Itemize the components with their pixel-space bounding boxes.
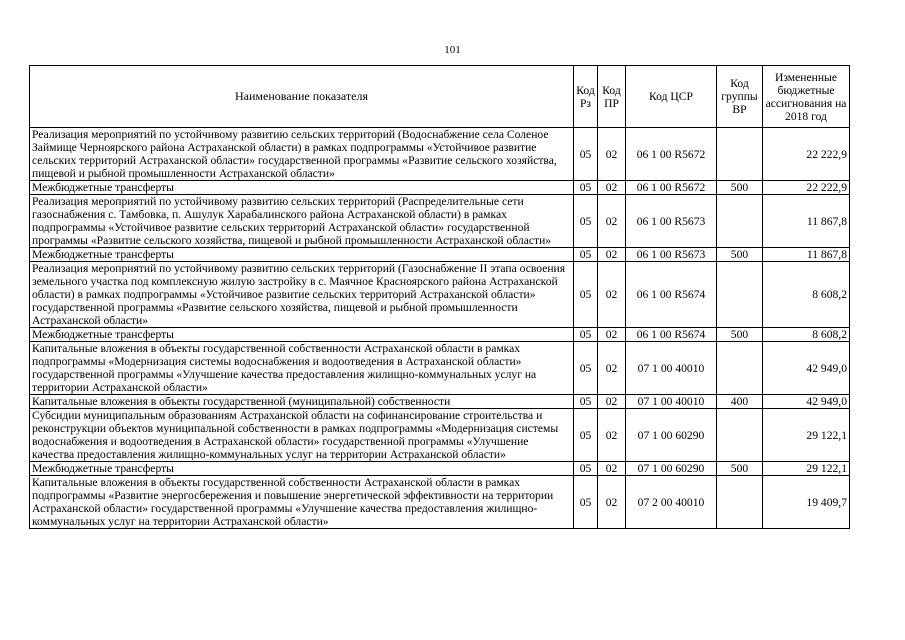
cell-vr xyxy=(717,476,763,529)
cell-amount: 42 949,0 xyxy=(763,395,850,409)
table-row-transfer xyxy=(30,328,850,342)
header-rz: Код Рз xyxy=(574,66,598,128)
table-row-transfer xyxy=(30,462,850,476)
cell-amount: 42 949,0 xyxy=(763,342,850,395)
cell-csr: 06 1 00 R5673 xyxy=(626,195,717,248)
cell-pr: 02 xyxy=(598,328,626,342)
cell-vr xyxy=(717,342,763,395)
table-row-transfer xyxy=(30,395,850,409)
header-csr: Код ЦСР xyxy=(626,66,717,128)
cell-pr: 02 xyxy=(598,395,626,409)
header-name: Наименование показателя xyxy=(30,66,574,128)
cell-pr: 02 xyxy=(598,462,626,476)
cell-name: Межбюджетные трансферты xyxy=(30,328,574,342)
cell-csr: 06 1 00 R5674 xyxy=(626,328,717,342)
cell-name: Межбюджетные трансферты xyxy=(30,181,574,195)
cell-csr: 07 1 00 60290 xyxy=(626,409,717,462)
cell-csr: 06 1 00 R5672 xyxy=(626,128,717,181)
cell-rz: 05 xyxy=(574,395,598,409)
cell-pr: 02 xyxy=(598,195,626,248)
cell-name: Межбюджетные трансферты xyxy=(30,248,574,262)
cell-name: Капитальные вложения в объекты государственной (муниципальной) собственности xyxy=(30,395,574,409)
budget-table xyxy=(29,65,850,529)
cell-amount: 11 867,8 xyxy=(763,248,850,262)
cell-pr: 02 xyxy=(598,262,626,328)
cell-rz: 05 xyxy=(574,409,598,462)
cell-vr: 500 xyxy=(717,328,763,342)
cell-amount: 19 409,7 xyxy=(763,476,850,529)
cell-csr: 07 1 00 40010 xyxy=(626,395,717,409)
table-row-program xyxy=(30,476,850,529)
table-row-transfer xyxy=(30,181,850,195)
cell-csr: 06 1 00 R5674 xyxy=(626,262,717,328)
cell-name: Реализация мероприятий по устойчивому развитию сельских территорий (Газоснабжение II этапа освоения земельного участка под комплексную жилую застройку в с. Маячное Красноярского района Астраханской области) в рамках подпрограммы «Устойчивое развитие сельских территорий Астраханской области» государственной программы «Развитие сельского хозяйства, пищевой и рыбной промышленности Астраханской области» xyxy=(30,262,574,328)
cell-pr: 02 xyxy=(598,342,626,395)
cell-amount: 29 122,1 xyxy=(763,409,850,462)
cell-name: Реализация мероприятий по устойчивому развитию сельских территорий (Распределительные сети газоснабжения с. Тамбовка, п. Ашулук Харабалинского района Астраханской области) в рамках подпрограммы «Устойчивое развитие сельских территорий Астраханской области» государственной программы «Развитие сельского хозяйства, пищевой и рыбной промышленности Астраханской области» xyxy=(30,195,574,248)
table-row-program xyxy=(30,128,850,181)
cell-rz: 05 xyxy=(574,181,598,195)
cell-rz: 05 xyxy=(574,476,598,529)
cell-pr: 02 xyxy=(598,409,626,462)
header-amount: Измененные бюджетные ассигнования на 2018 год xyxy=(763,66,850,128)
table-header-row xyxy=(30,66,850,128)
cell-rz: 05 xyxy=(574,195,598,248)
table-row-program xyxy=(30,262,850,328)
cell-rz: 05 xyxy=(574,128,598,181)
cell-name: Межбюджетные трансферты xyxy=(30,462,574,476)
cell-amount: 29 122,1 xyxy=(763,462,850,476)
cell-vr: 500 xyxy=(717,181,763,195)
cell-amount: 8 608,2 xyxy=(763,328,850,342)
cell-vr: 400 xyxy=(717,395,763,409)
cell-amount: 8 608,2 xyxy=(763,262,850,328)
cell-vr: 500 xyxy=(717,248,763,262)
cell-amount: 22 222,9 xyxy=(763,181,850,195)
table-row-program xyxy=(30,195,850,248)
cell-rz: 05 xyxy=(574,262,598,328)
cell-pr: 02 xyxy=(598,181,626,195)
cell-rz: 05 xyxy=(574,328,598,342)
cell-amount: 22 222,9 xyxy=(763,128,850,181)
cell-pr: 02 xyxy=(598,128,626,181)
cell-rz: 05 xyxy=(574,462,598,476)
cell-amount: 11 867,8 xyxy=(763,195,850,248)
cell-rz: 05 xyxy=(574,342,598,395)
cell-vr xyxy=(717,195,763,248)
cell-csr: 07 1 00 40010 xyxy=(626,342,717,395)
cell-name: Капитальные вложения в объекты государственной собственности Астраханской области в рамках подпрограммы «Развитие энергосбережения и повышение энергетической эффективности на территории Астраханской области» государственной программы «Улучшение качества предоставления жилищно-коммунальных услуг на территории Астраханской области» xyxy=(30,476,574,529)
cell-name: Субсидии муниципальным образованиям Астраханской области на софинансирование строительства и реконструкции объектов муниципальной собственности в рамках подпрограммы «Модернизация системы водоснабжения и водоотведения в Астраханской области» государственной программы «Улучшение качества предоставления жилищно-коммунальных услуг на территории Астраханской области» xyxy=(30,409,574,462)
page-number: 101 xyxy=(444,44,461,56)
cell-rz: 05 xyxy=(574,248,598,262)
table-row-program xyxy=(30,409,850,462)
cell-name: Реализация мероприятий по устойчивому развитию сельских территорий (Водоснабжение села Соленое Займище Черноярского района Астраханской области) в рамках подпрограммы «Устойчивое развитие сельских территорий Астраханской области» государственной программы «Развитие сельского хозяйства, пищевой и рыбной промышленности Астраханской области» xyxy=(30,128,574,181)
table-row-program xyxy=(30,342,850,395)
cell-csr: 06 1 00 R5672 xyxy=(626,181,717,195)
header-pr: Код ПР xyxy=(598,66,626,128)
cell-pr: 02 xyxy=(598,476,626,529)
cell-csr: 07 2 00 40010 xyxy=(626,476,717,529)
cell-name: Капитальные вложения в объекты государственной собственности Астраханской области в рамках подпрограммы «Модернизация системы водоснабжения и водоотведения в Астраханской области» государственной программы «Улучшение качества предоставления жилищно-коммунальных услуг на территории Астраханской области» xyxy=(30,342,574,395)
cell-vr xyxy=(717,128,763,181)
cell-vr: 500 xyxy=(717,462,763,476)
cell-vr xyxy=(717,262,763,328)
cell-csr: 06 1 00 R5673 xyxy=(626,248,717,262)
cell-pr: 02 xyxy=(598,248,626,262)
table-row-transfer xyxy=(30,248,850,262)
header-vr: Код группы ВР xyxy=(717,66,763,128)
cell-csr: 07 1 00 60290 xyxy=(626,462,717,476)
cell-vr xyxy=(717,409,763,462)
